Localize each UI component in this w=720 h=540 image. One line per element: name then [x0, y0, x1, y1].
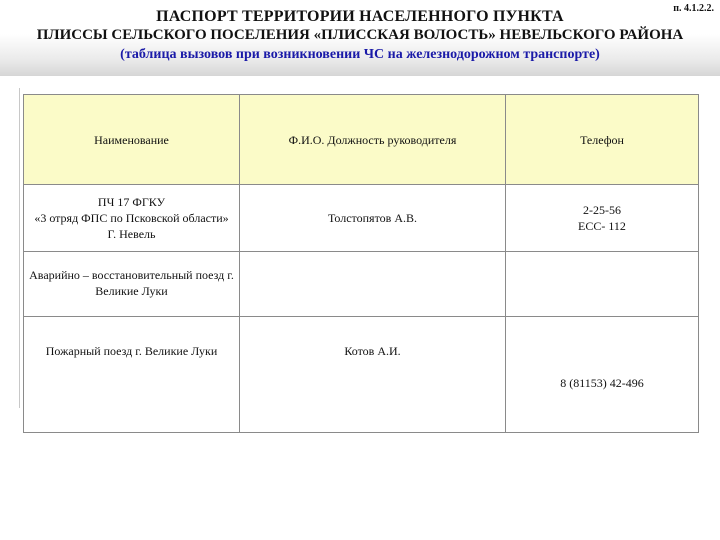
title-line-1: ПАСПОРТ ТЕРРИТОРИИ НАСЕЛЕННОГО ПУНКТА [156, 8, 564, 25]
table-header-row [24, 95, 699, 185]
cell-phone [506, 252, 699, 317]
name-line: Аварийно – восстановительный поезд г. [29, 268, 234, 282]
phone-line: ЕСС- 112 [578, 219, 626, 233]
table-row [24, 252, 699, 317]
table-row [24, 317, 699, 433]
left-margin-rule [19, 88, 20, 408]
phone-line: 2-25-56 [583, 203, 621, 217]
page-reference: п. 4.1.2.2. [673, 3, 714, 14]
cell-head [240, 252, 506, 317]
cell-name [24, 252, 240, 317]
cell-head: Толстопятов А.В. [240, 185, 506, 252]
emergency-calls-table [23, 94, 699, 433]
table-row [24, 185, 699, 252]
name-line: Великие Луки [95, 284, 168, 298]
column-header-name: Наименование [24, 95, 240, 185]
title-line-2: ПЛИССЫ СЕЛЬСКОГО ПОСЕЛЕНИЯ «ПЛИССКАЯ ВОЛОСТЬ» НЕВЕЛЬСКОГО РАЙОНА [36, 27, 684, 43]
column-header-phone: Телефон [506, 95, 699, 185]
slide-header [0, 0, 720, 76]
name-line: «3 отряд ФПС по Псковской области» [34, 211, 229, 225]
column-header-head: Ф.И.О. Должность руководителя [240, 95, 506, 185]
phone-line: 8 (81153) 42-496 [560, 375, 644, 390]
name-line: Пожарный поезд г. Великие Луки [45, 344, 218, 358]
cell-phone [506, 185, 699, 252]
cell-name [24, 317, 240, 433]
name-line: ПЧ 17 ФГКУ [97, 195, 166, 209]
subtitle: (таблица вызовов при возникновении ЧС на железнодорожном транспорте) [120, 47, 600, 62]
cell-name [24, 185, 240, 252]
cell-phone [506, 317, 699, 433]
name-line: Г. Невель [107, 227, 156, 241]
cell-head: Котов А.И. [240, 317, 506, 433]
